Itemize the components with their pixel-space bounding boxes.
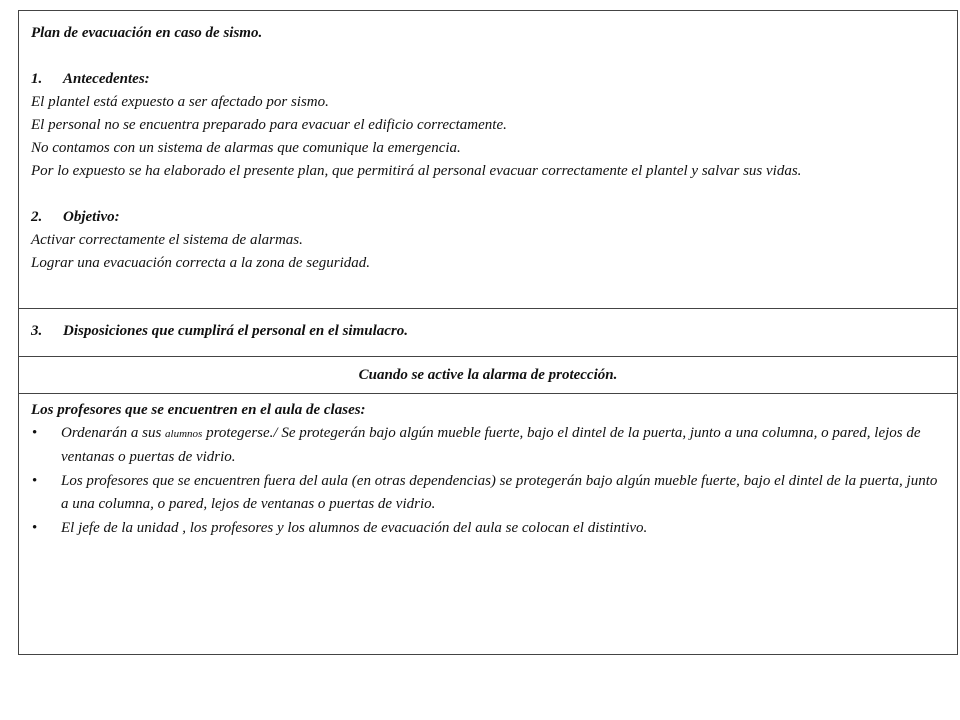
section-2-title: Objetivo:	[63, 209, 120, 225]
section-1-heading	[31, 68, 945, 91]
section-2-line: Activar correctamente el sistema de alarmas.	[31, 232, 303, 248]
section-1-number: 1.	[31, 71, 43, 87]
alarm-heading: Cuando se active la alarma de protección.	[358, 367, 618, 383]
section-1-title: Antecedentes:	[63, 71, 150, 87]
section-1-line: No contamos con un sistema de alarmas que comunique la emergencia.	[31, 140, 461, 156]
bullet-1-text-end: protegerse./ Se protegerán bajo algún mueble fuerte, bajo el dintel de la puerta, junto a una columna, o pared, lejos de ventanas o puertas de vidrio.	[61, 425, 921, 465]
teachers-instructions-cell	[19, 394, 957, 654]
list-item	[31, 470, 945, 516]
instructions-list	[31, 422, 945, 540]
evacuation-plan-table	[18, 10, 958, 655]
bullet-3-text: El jefe de la unidad , los profesores y los alumnos de evacuación del aula se colocan el distintivo.	[61, 520, 648, 536]
bullet-icon: •	[32, 473, 38, 489]
disposiciones-cell	[19, 309, 957, 357]
list-item	[31, 517, 945, 540]
bullet-icon: •	[32, 520, 38, 536]
section-1-line: El plantel está expuesto a ser afectado por sismo.	[31, 94, 329, 110]
section-2-heading	[31, 206, 945, 229]
teachers-heading: Los profesores que se encuentren en el aula de clases:	[31, 402, 366, 418]
section-2-line: Lograr una evacuación correcta a la zona de seguridad.	[31, 255, 370, 271]
bullet-icon: •	[32, 425, 38, 441]
alarm-heading-cell	[19, 357, 957, 394]
section-3-heading	[31, 320, 945, 343]
section-3-number: 3.	[31, 323, 43, 339]
bullet-2-text: Los profesores que se encuentren fuera del aula (en otras dependencias) se protegerán bajo algún mueble fuerte, bajo el dintel de la puerta, junto a una columna, o pared, lejos de ventanas o puertas de vidrio.	[61, 473, 938, 512]
section-1-line: El personal no se encuentra preparado para evacuar el edificio correctamente.	[31, 117, 507, 133]
antecedentes-objetivo-cell	[19, 11, 957, 309]
section-3-title: Disposiciones que cumplirá el personal en el simulacro.	[63, 323, 409, 339]
section-1-line: Por lo expuesto se ha elaborado el presente plan, que permitirá al personal evacuar correctamente el plantel y salvar sus vidas.	[31, 163, 802, 179]
section-2-number: 2.	[31, 209, 43, 225]
bullet-1-small-word: alumnos	[165, 428, 203, 440]
bullet-1-text-start: Ordenarán a sus	[61, 425, 166, 441]
list-item	[31, 422, 945, 469]
document-title: Plan de evacuación en caso de sismo.	[31, 25, 263, 41]
